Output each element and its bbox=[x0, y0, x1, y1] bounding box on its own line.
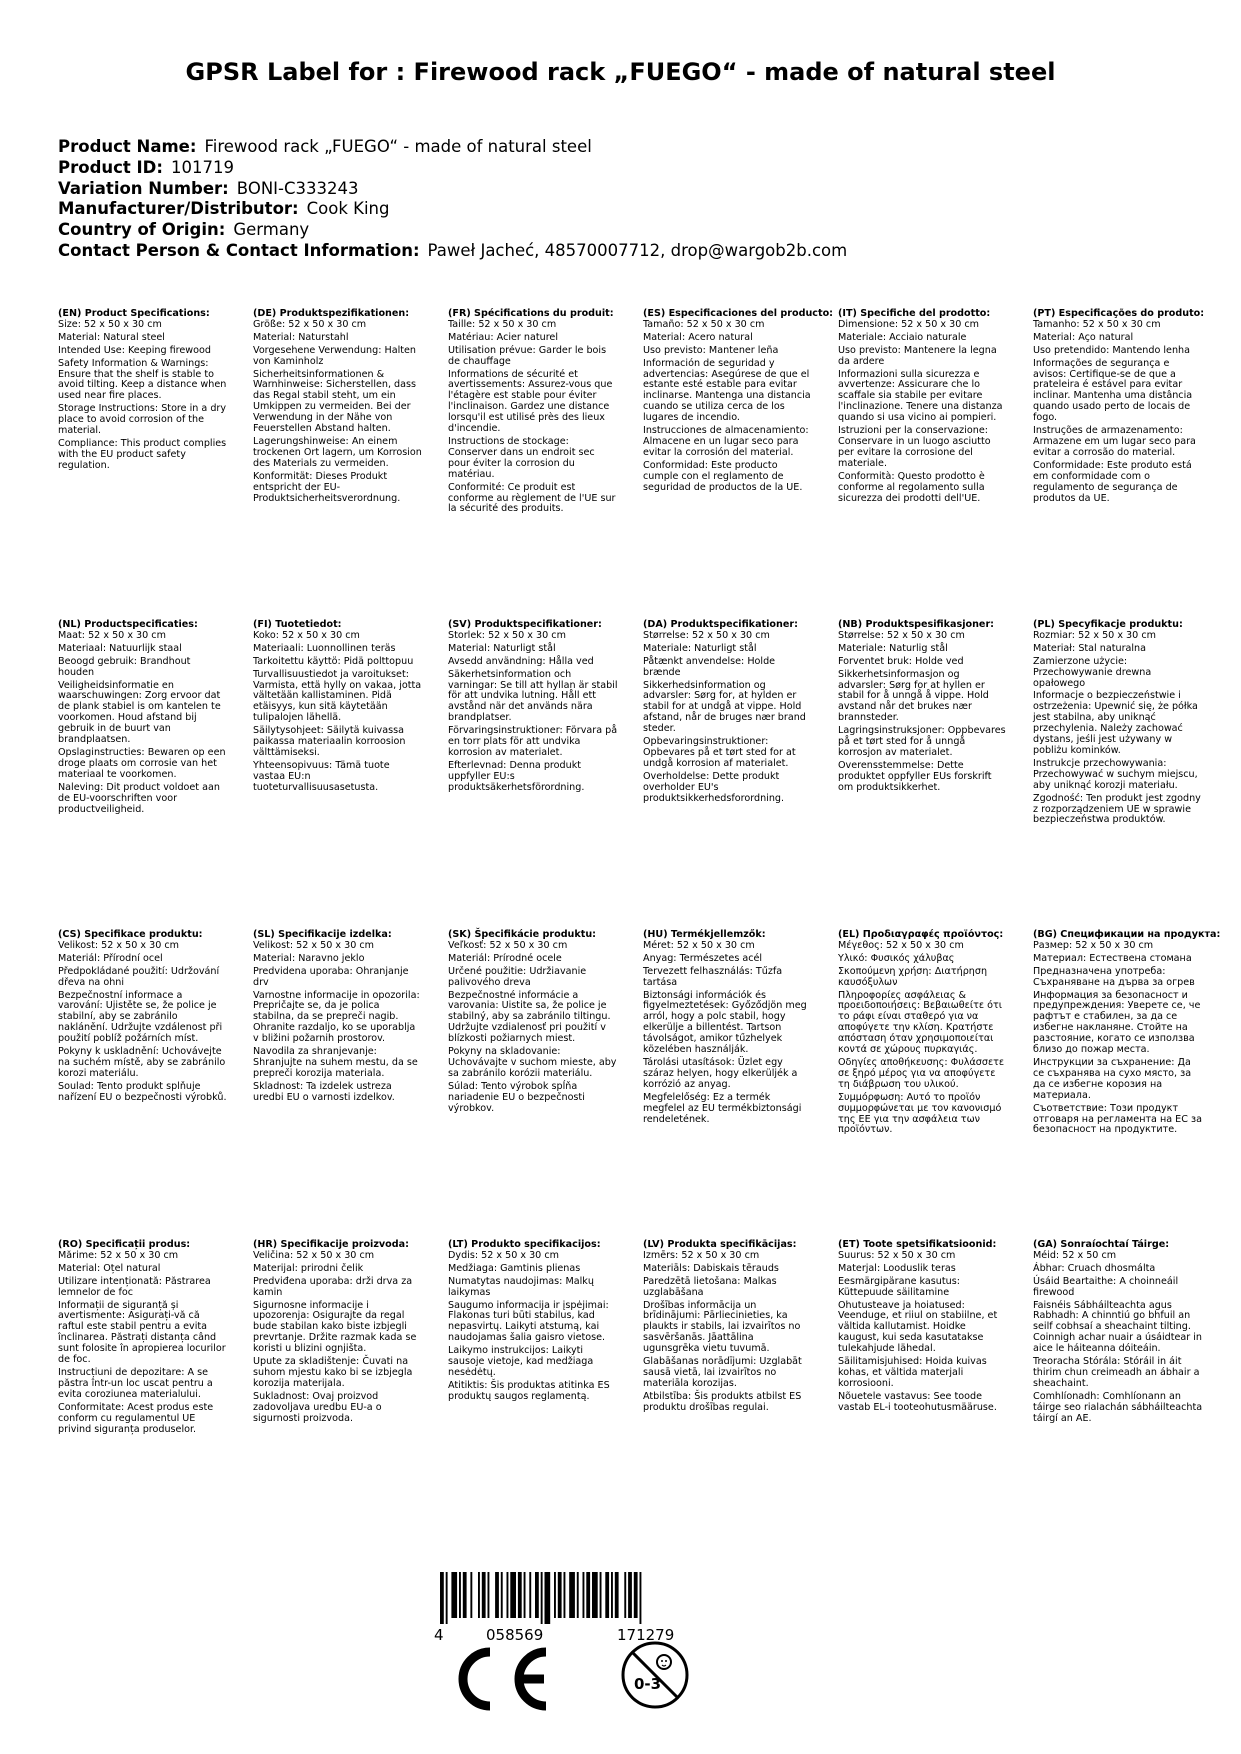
spec-line: Uso previsto: Mantenere la legna da ardere bbox=[838, 344, 997, 367]
spec-line: Instrucciones de almacenamiento: Almacene en un lugar seco para evitar la corrosión del material. bbox=[643, 425, 809, 458]
spec-line: Sukladnost: Ovaj proizvod zadovoljava uredbu EU-a o sigurnosti proizvoda. bbox=[253, 1390, 382, 1424]
spec-block bbox=[448, 309, 618, 517]
spec-header: (FI) Tuotetiedot: bbox=[253, 619, 342, 630]
barcode-bar bbox=[583, 1572, 585, 1618]
spec-line: Sikkerhetsinformasjon og advarsler: Sørg for at hyllen er stabil for å unngå å vippe. Hold avstand når det brukes nær brannsteder. bbox=[838, 668, 989, 724]
spec-line: Materjal: Looduslik teras bbox=[838, 1262, 956, 1274]
spec-header: (LT) Produkto specifikacijos: bbox=[448, 1239, 601, 1250]
spec-block bbox=[643, 1240, 813, 1416]
spec-line: Οδηγίες αποθήκευσης: Φυλάσσετε σε ξηρό μέρος για να αποφύγετε τη διάβρωση του υλικού. bbox=[838, 1056, 1005, 1090]
spec-line: Drošības informācija un brīdinājumi: Pārliecinieties, ka plaukts ir stabils, lai izvairītos no sasvēršanās. Jāattālina ugunsgrēka vietu tuvumā. bbox=[643, 1299, 801, 1355]
spec-header: (LV) Produkta specifikācijas: bbox=[643, 1239, 797, 1250]
spec-line: Lagringsinstruksjoner: Oppbevares på et tørt sted for å unngå korrosjon av materialet. bbox=[838, 725, 1006, 758]
spec-line: Súlad: Tento výrobok spĺňa nariadenie EU o bezpečnosti výrobkov. bbox=[448, 1080, 585, 1114]
info-row bbox=[58, 158, 847, 179]
spec-block bbox=[253, 620, 423, 796]
barcode-bar bbox=[510, 1572, 516, 1618]
spec-header: (NB) Produktspesifikasjoner: bbox=[838, 619, 995, 630]
spec-header: (FR) Spécifications du produit: bbox=[448, 308, 614, 319]
spec-block bbox=[448, 930, 618, 1117]
spec-line: Tamaño: 52 x 50 x 30 cm bbox=[643, 318, 765, 330]
spec-line: Материал: Естествена стомана bbox=[1033, 952, 1192, 964]
spec-line: Anyag: Természetes acél bbox=[643, 952, 763, 964]
spec-line: Faisnéis Sábháilteachta agus Rabhadh: A chinntiú go bhfuil an seilf cobhsaí a sheachaint tilting. Coinnigh achar nuair a úsáidtear in aice le háiteanna dóiteáin. bbox=[1033, 1299, 1203, 1355]
spec-line: Navodila za shranjevanje: Shranjujte na suhem mestu, da se prepreči korozija materiala. bbox=[253, 1046, 418, 1079]
spec-line: Size: 52 x 50 x 30 cm bbox=[58, 318, 162, 330]
spec-line: Suurus: 52 x 50 x 30 cm bbox=[838, 1249, 956, 1261]
spec-line: Informații de siguranță și avertismente: Asigurați-vă că raftul este stabil pentru a evita înclinarea. Păstrați distanța când sunt folosite în apropierea locurilor de foc. bbox=[58, 1299, 226, 1366]
spec-line: Materiał: Stal naturalna bbox=[1033, 642, 1147, 654]
spec-block bbox=[448, 1240, 618, 1405]
spec-block bbox=[838, 309, 1008, 506]
spec-line: Materiál: Přírodní ocel bbox=[58, 952, 163, 964]
info-value: 101719 bbox=[170, 157, 234, 177]
spec-line: Instructions de stockage: Conserver dans un endroit sec pour éviter la corrosion du matériau. bbox=[448, 435, 595, 480]
spec-line: Utilisation prévue: Garder le bois de chauffage bbox=[448, 344, 607, 367]
barcode-bar bbox=[558, 1572, 562, 1618]
spec-line: Méret: 52 x 50 x 30 cm bbox=[643, 939, 755, 951]
spec-line: Tamanho: 52 x 50 x 30 cm bbox=[1033, 318, 1161, 330]
spec-header: (ES) Especificaciones del producto: bbox=[643, 308, 834, 319]
spec-line: Съответствие: Този продукт отговаря на регламента на ЕС за безопасност на продуктите. bbox=[1033, 1102, 1202, 1136]
spec-header: (SK) Špecifikácie produktu: bbox=[448, 929, 597, 940]
barcode-bar bbox=[605, 1572, 609, 1618]
spec-block bbox=[58, 1240, 228, 1437]
spec-line: Størrelse: 52 x 50 x 30 cm bbox=[838, 629, 965, 641]
spec-line: Paredzētā lietošana: Malkas uzglabāšana bbox=[643, 1275, 777, 1298]
spec-line: Säkerhetsinformation och varningar: Se till att hyllan är stabil för att undvika lutning. Håll ett avstånd när det används nära brandplatser. bbox=[448, 668, 618, 724]
spec-line: Πληροφορίες ασφάλειας & προειδοποιήσεις: Βεβαιωθείτε ότι το ράφι είναι σταθερό για να αποφύγετε την κλίση. Κρατήστε απόσταση όταν χρησιμοποιείται κοντά σε χώρους πυρκαγιάς. bbox=[838, 989, 1003, 1056]
spec-line: Nõuetele vastavus: See toode vastab EL-i tooteohutusmääruse. bbox=[838, 1390, 997, 1413]
spec-line: Conformità: Questo prodotto è conforme al regolamento sulla sicurezza dei prodotti dell'UE. bbox=[838, 470, 985, 504]
barcode-bar bbox=[569, 1572, 575, 1618]
spec-line: Tárolási utasítások: Üzlet egy száraz helyen, hogy elkerüljék a korrózió az anyag. bbox=[643, 1056, 798, 1090]
barcode-bar bbox=[518, 1572, 522, 1618]
spec-line: Material: Oțel natural bbox=[58, 1262, 161, 1274]
spec-line: Bezpečnostní informace a varování: Ujistěte se, že police je stabilní, aby se zabránilo naklánění. Udržujte vzdálenost při použití poblíž požárních míst. bbox=[58, 989, 223, 1045]
spec-line: Storage Instructions: Store in a dry place to avoid corrosion of the material. bbox=[58, 403, 227, 437]
barcode-bar bbox=[459, 1572, 461, 1618]
spec-line: Tervezett felhasználás: Tűzfa tartása bbox=[643, 965, 783, 988]
spec-line: Materiale: Acciaio naturale bbox=[838, 331, 967, 343]
spec-line: Materiale: Naturlig stål bbox=[838, 642, 948, 654]
spec-header: (BG) Спецификации на продукта: bbox=[1033, 929, 1221, 940]
spec-line: Informazioni sulla sicurezza e avvertenze: Assicurare che lo scaffale sia stabile per evitare l'inclinazione. Tenere una distanza quando si usa vicino ai pompieri. bbox=[838, 368, 1003, 424]
spec-line: Lagerungshinweise: An einem trockenen Ort lagern, um Korrosion des Materials zu vermeiden. bbox=[253, 435, 422, 469]
spec-header: (DE) Produktspezifikationen: bbox=[253, 308, 410, 319]
spec-line: Maat: 52 x 50 x 30 cm bbox=[58, 629, 166, 641]
spec-line: Informations de sécurité et avertissements: Assurez-vous que l'étagère est stable pour éviter l'inclinaison. Gardez une distance lorsqu'il est utilisé près des lieux d'incendie. bbox=[448, 368, 613, 435]
spec-block bbox=[58, 930, 228, 1106]
spec-line: Storlek: 52 x 50 x 30 cm bbox=[448, 629, 566, 641]
spec-line: Materijal: prirodni čelik bbox=[253, 1262, 364, 1274]
spec-header: (EN) Product Specifications: bbox=[58, 308, 210, 319]
spec-line: Vorgesehene Verwendung: Halten von Kaminholz bbox=[253, 344, 416, 367]
spec-line: Overensstemmelse: Dette produktet oppfyller EUs forskrift om produktsikkerhet. bbox=[838, 759, 992, 793]
age-warning-icon bbox=[620, 1640, 690, 1714]
spec-line: Safety Information & Warnings: Ensure that the shelf is stable to avoid tilting. Keep a distance when used near fire places. bbox=[58, 357, 227, 402]
spec-line: Taille: 52 x 50 x 30 cm bbox=[448, 318, 557, 330]
spec-line: Istruzioni per la conservazione: Conservare in un luogo asciutto per evitare la corrosione del materiale. bbox=[838, 425, 991, 469]
spec-block bbox=[1033, 1240, 1203, 1427]
spec-line: Conformitate: Acest produs este conform cu regulamentul UE privind siguranța produselor. bbox=[58, 1401, 214, 1435]
spec-line: Material: Naturligt stål bbox=[448, 642, 556, 654]
spec-line: Veľkosť: 52 x 50 x 30 cm bbox=[448, 939, 568, 951]
spec-line: Säilytysohjeet: Säilytä kuivassa paikassa materiaalin korroosion välttämiseksi. bbox=[253, 725, 406, 758]
spec-line: Conformité: Ce produit est conforme au règlement de l'UE sur la sécurité des produits. bbox=[448, 481, 616, 515]
barcode-bar bbox=[446, 1572, 448, 1624]
spec-line: Efterlevnad: Denna produkt uppfyller EU:s produktsäkerhetsförordning. bbox=[448, 759, 585, 793]
info-value: Germany bbox=[233, 220, 310, 240]
spec-header: (DA) Produktspecifikationer: bbox=[643, 619, 798, 630]
info-row bbox=[58, 241, 847, 262]
spec-line: Информация за безопасност и предупреждения: Уверете се, че рафтът е стабилен, за да се избегне накланяне. Стойте на разстояние, когато се използва близо до пожар места. bbox=[1033, 989, 1201, 1056]
spec-line: Upute za skladištenje: Čuvati na suhom mjestu kako bi se izbjegla korozija materijala. bbox=[253, 1356, 413, 1389]
spec-line: Veiligheidsinformatie en waarschuwingen: Zorg ervoor dat de plank stabiel is om kantelen te voorkomen. Houd afstand bij gebruik in de buurt van brandplaatsen. bbox=[58, 679, 221, 746]
barcode-digits-right: 171279 bbox=[617, 1626, 675, 1644]
barcode-bar bbox=[463, 1572, 467, 1618]
spec-line: Varnostne informacije in opozorila: Prepričajte se, da je polica stabilna, da se prepreči nagib. Ohranite razdaljo, ko se uporablja v bližini požarnih prostorov. bbox=[253, 989, 420, 1045]
barcode-bar bbox=[524, 1572, 526, 1618]
product-info bbox=[58, 137, 847, 262]
spec-line: Compliance: This product complies with the EU product safety regulation. bbox=[58, 437, 227, 471]
spec-line: Yhteensopivuus: Tämä tuote vastaa EU:n tuoteturvallisuusasetusta. bbox=[253, 759, 390, 793]
spec-line: Ohutusteave ja hoiatused: Veenduge, et riiul on stabiilne, et vältida kallutamist. Hoidke kaugust, kui seda kasutatakse tulekahjude lähedal. bbox=[838, 1299, 998, 1355]
spec-line: Conformidad: Este producto cumple con el reglamento de seguridad de productos de la UE. bbox=[643, 459, 803, 493]
spec-header: (ET) Toote spetsifikatsioonid: bbox=[838, 1239, 997, 1250]
spec-line: Material: Naravno jeklo bbox=[253, 952, 365, 964]
barcode-bar bbox=[478, 1572, 480, 1618]
spec-line: Naleving: Dit product voldoet aan de EU-voorschriften voor productveiligheid. bbox=[58, 781, 220, 815]
barcode-bar bbox=[545, 1572, 551, 1624]
info-label: Product ID: bbox=[58, 157, 163, 177]
spec-line: Beoogd gebruik: Brandhout houden bbox=[58, 655, 191, 678]
info-label: Manufacturer/Distributor: bbox=[58, 199, 299, 219]
barcode-digit-first: 4 bbox=[434, 1626, 444, 1644]
spec-line: Skladnost: Ta izdelek ustreza uredbi EU o varnosti izdelkov. bbox=[253, 1080, 395, 1103]
barcode-bar bbox=[507, 1572, 509, 1618]
spec-line: Material: Natural steel bbox=[58, 331, 165, 343]
spec-block bbox=[643, 620, 813, 807]
spec-block bbox=[838, 930, 1008, 1138]
spec-line: Laikymo instrukcijos: Laikyti sausoje vietoje, kad medžiaga nesėdėtų. bbox=[448, 1345, 594, 1378]
spec-line: Pokyny k uskladnění: Uchovávejte na suchém místě, aby se zabránilo korozi materiálu. bbox=[58, 1046, 226, 1079]
spec-block bbox=[253, 309, 423, 506]
info-label: Country of Origin: bbox=[58, 220, 226, 240]
barcode-bar bbox=[634, 1572, 638, 1618]
spec-header: (SV) Produktspecifikationer: bbox=[448, 619, 602, 630]
spec-line: Eesmärgipärane kasutus: Küttepuude säilitamine bbox=[838, 1275, 960, 1298]
barcode-bar bbox=[615, 1572, 619, 1618]
barcode-bar bbox=[440, 1572, 444, 1624]
spec-header: (CS) Specifikace produktu: bbox=[58, 929, 203, 940]
spec-line: Инструкции за съхранение: Да се съхранява на сухо място, за да се избегне корозия на материала. bbox=[1033, 1056, 1192, 1101]
barcode-bar bbox=[564, 1572, 566, 1618]
ce-mark-icon bbox=[448, 1644, 558, 1718]
spec-line: Predviđena uporaba: drži drva za kamin bbox=[253, 1275, 413, 1298]
info-label: Product Name: bbox=[58, 137, 197, 156]
barcode-bar bbox=[592, 1572, 598, 1618]
spec-line: Ábhar: Cruach dhosmálta bbox=[1033, 1262, 1156, 1274]
spec-line: Zgodność: Ten produkt jest zgodny z rozporządzeniem UE w sprawie bezpieczeństwa produktów. bbox=[1033, 792, 1201, 826]
spec-line: Materiale: Naturligt stål bbox=[643, 642, 757, 654]
barcode-bar bbox=[488, 1572, 490, 1618]
info-value: Paweł Jacheć, 48570007712, drop@wargob2b.com bbox=[427, 240, 848, 260]
spec-line: Υλικό: Φυσικός χάλυβας bbox=[838, 952, 955, 964]
spec-line: Instrukcje przechowywania: Przechowywać w suchym miejscu, aby uniknąć korozji materiału. bbox=[1033, 757, 1198, 791]
spec-line: Σκοπούμενη χρήση: Διατήρηση καυσόξυλων bbox=[838, 965, 988, 988]
spec-line: Material: Acero natural bbox=[643, 331, 753, 343]
spec-block bbox=[1033, 309, 1203, 506]
spec-line: Atitiktis: Šis produktas atitinka ES produktų saugos reglamentą. bbox=[448, 1379, 610, 1402]
age-warning-label: 0-3 bbox=[634, 1675, 662, 1693]
spec-line: Velikost: 52 x 50 x 30 cm bbox=[253, 939, 375, 951]
spec-line: Turvallisuustiedot ja varoitukset: Varmista, että hylly on vakaa, jotta vältetään kallistaminen. Pidä etäisyys, kun sitä käytetään tulipalojen lähellä. bbox=[253, 668, 422, 724]
barcode-bar bbox=[554, 1572, 556, 1618]
barcode-bar bbox=[482, 1572, 486, 1618]
spec-line: Megfelelőség: Ez a termék megfelel az EU termékbiztonsági rendeletének. bbox=[643, 1091, 802, 1125]
spec-header: (RO) Specificații produs: bbox=[58, 1239, 191, 1250]
barcode-bar bbox=[451, 1572, 457, 1618]
spec-line: Veličina: 52 x 50 x 30 cm bbox=[253, 1249, 375, 1261]
spec-line: Påtænkt anvendelse: Holde brænde bbox=[643, 655, 776, 678]
spec-line: Atbilstība: Šis produkts atbilst ES produktu drošības regulai. bbox=[643, 1390, 802, 1413]
spec-line: Forventet bruk: Holde ved bbox=[838, 655, 964, 667]
barcode bbox=[430, 1572, 720, 1644]
spec-line: Koko: 52 x 50 x 30 cm bbox=[253, 629, 360, 641]
spec-line: Konformität: Dieses Produkt entspricht der EU-Produktsicherheitsverordnung. bbox=[253, 470, 401, 504]
spec-line: Material: Aço natural bbox=[1033, 331, 1134, 343]
spec-line: Instruções de armazenamento: Armazene em um lugar seco para evitar a corrosão do material. bbox=[1033, 425, 1196, 458]
spec-block bbox=[643, 930, 813, 1127]
spec-line: Zamierzone użycie: Przechowywanie drewna opałowego bbox=[1033, 655, 1152, 689]
barcode-bar bbox=[535, 1572, 539, 1618]
info-label: Contact Person & Contact Information: bbox=[58, 240, 420, 260]
barcode-bar bbox=[470, 1572, 472, 1618]
spec-line: Informacje o bezpieczeństwie i ostrzeżenia: Upewnić się, że półka jest stabilna, aby uniknąć przechylenia. Należy zachować dystans, jeśli jest używany w pobliżu kominków. bbox=[1033, 690, 1198, 756]
spec-line: Overholdelse: Dette produkt overholder EU's produktsikkerhedsforordning. bbox=[643, 770, 785, 804]
spec-line: Opbevaringsinstruktioner: Opbevares på et tørt sted for at undgå korrosion af materialet. bbox=[643, 736, 796, 769]
spec-line: Instrucțiuni de depozitare: A se păstra într-un loc uscat pentru a evita coroziunea materialului. bbox=[58, 1366, 213, 1400]
spec-line: Rozmiar: 52 x 50 x 30 cm bbox=[1033, 629, 1156, 641]
info-label: Variation Number: bbox=[58, 178, 229, 198]
spec-line: Größe: 52 x 50 x 30 cm bbox=[253, 318, 367, 330]
spec-header: (NL) Productspecificaties: bbox=[58, 619, 198, 630]
info-value: Cook King bbox=[306, 199, 390, 219]
spec-line: Méid: 52 x 50 cm bbox=[1033, 1249, 1117, 1261]
barcode-bar bbox=[624, 1572, 626, 1618]
barcode-bar bbox=[577, 1572, 579, 1618]
spec-line: Velikost: 52 x 50 x 30 cm bbox=[58, 939, 180, 951]
spec-line: Størrelse: 52 x 50 x 30 cm bbox=[643, 629, 770, 641]
spec-line: Soulad: Tento produkt splňuje nařízení EU o bezpečnosti výrobků. bbox=[58, 1080, 227, 1103]
spec-header: (EL) Προδιαγραφές προϊόντος: bbox=[838, 929, 1004, 940]
spec-line: Säilitamisjuhised: Hoida kuivas kohas, et vältida materjali korrosiooni. bbox=[838, 1356, 987, 1389]
spec-line: Dydis: 52 x 50 x 30 cm bbox=[448, 1249, 559, 1261]
spec-line: Glabāšanas norādījumi: Uzglabāt sausā vietā, lai izvairītos no materiāla korozijas. bbox=[643, 1356, 802, 1389]
spec-block bbox=[253, 930, 423, 1106]
spec-line: Dimensione: 52 x 50 x 30 cm bbox=[838, 318, 980, 330]
info-value: Firewood rack „FUEGO“ - made of natural steel bbox=[204, 137, 592, 156]
spec-block bbox=[58, 620, 228, 817]
barcode-bar bbox=[600, 1572, 602, 1618]
barcode-bars bbox=[430, 1572, 720, 1624]
info-value: BONI-C333243 bbox=[236, 178, 359, 198]
spec-block bbox=[1033, 929, 1221, 1138]
spec-line: Размер: 52 x 50 x 30 cm bbox=[1033, 939, 1154, 951]
spec-line: Sicherheitsinformationen & Warnhinweise: Sicherstellen, dass das Regal stabil steht, um ein Umkippen zu vermeiden. Bei der Verwendung in der Nähe von Feuerstellen Abstand halten. bbox=[253, 368, 417, 435]
barcode-bar bbox=[586, 1572, 590, 1618]
spec-line: Izmērs: 52 x 50 x 30 cm bbox=[643, 1249, 760, 1261]
barcode-digits-left: 058569 bbox=[486, 1626, 544, 1644]
spec-line: Předpokládané použití: Udržování dřeva na ohni bbox=[58, 965, 220, 988]
spec-line: Uso pretendido: Mantendo lenha bbox=[1033, 344, 1191, 356]
spec-header: (GA) Sonraíochtaí Táirge: bbox=[1033, 1239, 1170, 1250]
spec-block bbox=[1033, 620, 1203, 828]
spec-line: Förvaringsinstruktioner: Förvara på en torr plats för att undvika korrosion av materialet. bbox=[448, 725, 618, 758]
spec-line: Materiāls: Dabiskais tērauds bbox=[643, 1262, 779, 1274]
spec-line: Biztonsági információk és figyelmeztetések: Győződjön meg arról, hogy a polc stabil, hogy elkerülje a billentést. Tartson távolságot, amikor tűzhelyek közelében használják. bbox=[643, 989, 807, 1056]
spec-line: Predvidena uporaba: Ohranjanje drv bbox=[253, 965, 409, 988]
spec-line: Matériau: Acier naturel bbox=[448, 331, 559, 343]
spec-line: Bezpečnostné informácie a varovania: Uistite sa, že police je stabilný, aby sa zabránilo tiltingu. Udržujte vzdialenosť pri použití v blízkosti požiarnych miest. bbox=[448, 989, 611, 1045]
spec-block bbox=[838, 620, 1008, 796]
spec-line: Mărime: 52 x 50 x 30 cm bbox=[58, 1249, 179, 1261]
spec-header: (IT) Specifiche del prodotto: bbox=[838, 308, 991, 319]
barcode-bar bbox=[611, 1572, 613, 1618]
spec-line: Určené použitie: Udržiavanie palivového dreva bbox=[448, 965, 587, 988]
spec-line: Treoracha Stórála: Stóráil in áit thirim chun creimeadh an ábhair a sheachaint. bbox=[1033, 1356, 1200, 1389]
spec-line: Informações de segurança e avisos: Certifique-se de que a prateleira é estável para evitar inclinar. Mantenha uma distância quando usado perto de locais de fogo. bbox=[1033, 357, 1193, 424]
spec-line: Material: Naturstahl bbox=[253, 331, 349, 343]
info-row bbox=[58, 199, 847, 220]
spec-line: Μέγεθος: 52 x 50 x 30 cm bbox=[838, 939, 964, 951]
spec-line: Materiaali: Luonnollinen teräs bbox=[253, 642, 396, 654]
barcode-bar bbox=[501, 1572, 503, 1618]
spec-line: Comhlíonadh: Comhlíonann an táirge seo rialachán sábháilteachta táirgí an AE. bbox=[1033, 1390, 1203, 1424]
spec-block bbox=[58, 309, 228, 474]
spec-line: Intended Use: Keeping firewood bbox=[58, 344, 211, 356]
spec-line: Sigurnosne informacije i upozorenja: Osigurajte da regal bude stabilan kako biste izbjegli prevrtanje. Držite razmak kada se koristi u blizini ognjišta. bbox=[253, 1299, 417, 1355]
spec-line: Medžiaga: Gamtinis plienas bbox=[448, 1262, 581, 1274]
spec-header: (PT) Especificações do produto: bbox=[1033, 308, 1205, 319]
spec-block bbox=[448, 620, 618, 796]
spec-header: (HU) Termékjellemzők: bbox=[643, 929, 766, 940]
spec-block bbox=[838, 1240, 1008, 1416]
info-row bbox=[58, 137, 847, 158]
info-row bbox=[58, 220, 847, 241]
barcode-bar bbox=[495, 1572, 499, 1618]
spec-line: Conformidade: Este produto está em conformidade com o regulamento de segurança de produtos da UE. bbox=[1033, 459, 1192, 504]
barcode-bar bbox=[628, 1572, 632, 1618]
spec-line: Úsáid Beartaithe: A choinneáil firewood bbox=[1033, 1275, 1179, 1298]
spec-line: Uso previsto: Mantener leña bbox=[643, 344, 779, 356]
page-title: GPSR Label for : Firewood rack „FUEGO“ - made of natural steel bbox=[185, 58, 1056, 86]
spec-line: Información de seguridad y advertencias: Asegúrese de que el estante esté estable para evitar inclinarse. Mantenga una distancia cuando se utiliza cerca de los lugares de incendio. bbox=[643, 357, 811, 424]
spec-header: (PL) Specyfikacje produktu: bbox=[1033, 619, 1183, 630]
spec-line: Opslaginstructies: Bewaren op een droge plaats om corrosie van het materiaal te voorkomen. bbox=[58, 746, 226, 780]
spec-line: Συμμόρφωση: Αυτό το προϊόν συμμορφώνεται με τον κανονισμό της ΕΕ για την ασφάλεια των προϊόντων. bbox=[838, 1091, 1002, 1136]
barcode-bar bbox=[640, 1572, 642, 1624]
spec-line: Materiál: Prírodné ocele bbox=[448, 952, 562, 964]
spec-line: Numatytas naudojimas: Malkų laikymas bbox=[448, 1275, 594, 1298]
info-row bbox=[58, 179, 847, 200]
spec-line: Materiaal: Natuurlijk staal bbox=[58, 642, 182, 654]
spec-line: Pokyny na skladovanie: Uchovávajte v suchom mieste, aby sa zabránilo korózii materiálu. bbox=[448, 1046, 617, 1079]
spec-line: Saugumo informacija ir įspėjimai: Flakonas turi būti stabilus, kad nepasvirtų. Laikyti atstumą, kai naudojamas šalia gaisro vietose. bbox=[448, 1299, 609, 1344]
spec-line: Предназначена употреба: Съхраняване на дърва за огрев bbox=[1033, 965, 1195, 988]
spec-line: Sikkerhedsinformation og advarsler: Sørg for, at hylden er stabil for at undgå at vippe. Hold afstand, når de bruges nær brand steder. bbox=[643, 679, 806, 735]
spec-header: (HR) Specifikacije proizvoda: bbox=[253, 1239, 409, 1250]
barcode-bar bbox=[529, 1572, 531, 1618]
spec-line: Avsedd användning: Hålla ved bbox=[448, 655, 594, 667]
barcode-bar bbox=[541, 1572, 543, 1624]
spec-line: Tarkoitettu käyttö: Pidä polttopuu bbox=[253, 655, 414, 667]
spec-header: (SL) Specifikacije izdelka: bbox=[253, 929, 392, 940]
spec-block bbox=[253, 1240, 423, 1427]
spec-block bbox=[643, 308, 834, 496]
spec-line: Utilizare intenționată: Păstrarea lemnelor de foc bbox=[58, 1275, 211, 1298]
